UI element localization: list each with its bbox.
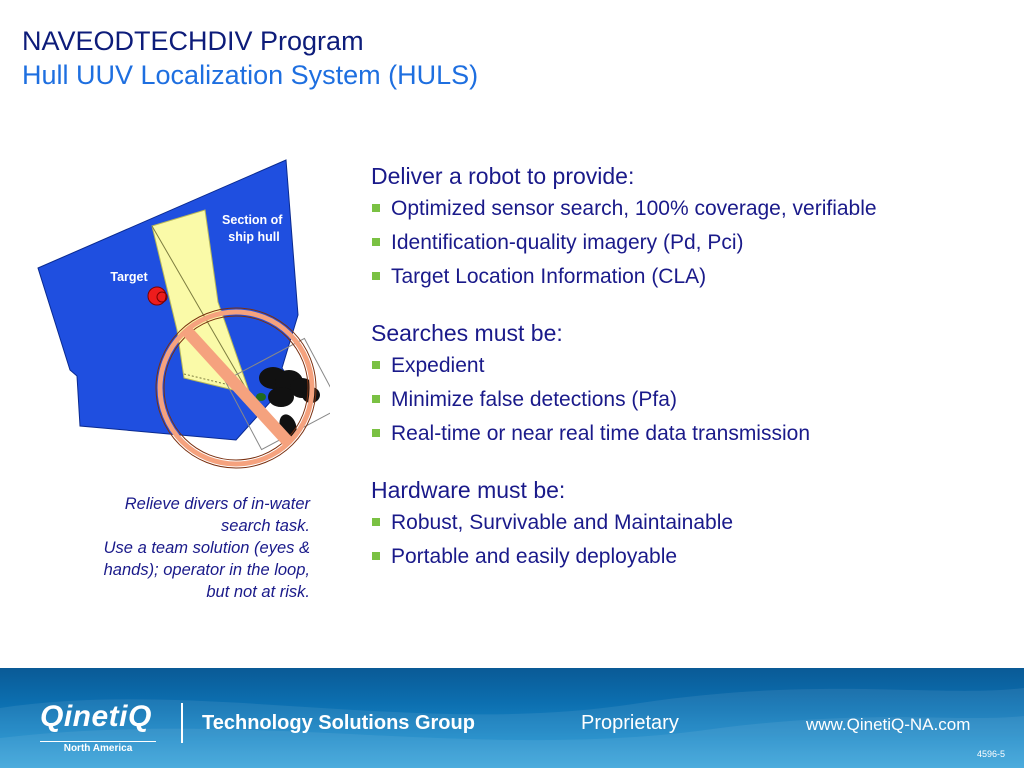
bullet-item: Optimized sensor search, 100% coverage, verifiable (371, 192, 1011, 226)
section-searches (371, 317, 1011, 451)
logo-region: North America (40, 741, 156, 754)
section-hardware (371, 474, 1011, 574)
classification-label: Proprietary (581, 712, 679, 734)
bullet-square-icon (372, 552, 380, 560)
section-heading: Hardware must be: (371, 477, 566, 503)
bullet-item: Identification-quality imagery (Pd, Pci) (371, 226, 1011, 260)
hull-search-illustration (30, 150, 330, 480)
bullet-square-icon (372, 518, 380, 526)
illustration-caption (40, 493, 310, 603)
slide-title: NAVEODTECHDIV Program (22, 26, 364, 56)
bullet-item: Target Location Information (CLA) (371, 260, 1011, 294)
website-link[interactable]: www.QinetiQ-NA.com (806, 715, 971, 734)
bullet-square-icon (372, 204, 380, 212)
bullet-item: Portable and easily deployable (371, 540, 1011, 574)
bullet-item: Real-time or near real time data transmission (371, 417, 1011, 451)
bullet-square-icon (372, 361, 380, 369)
caption-line: but not at risk. (206, 583, 310, 601)
bullet-square-icon (372, 429, 380, 437)
slide-subtitle: Hull UUV Localization System (HULS) (22, 60, 479, 90)
hull-label: Section of ship hull (222, 213, 283, 244)
group-name: Technology Solutions Group (202, 712, 475, 734)
target-label: Target (110, 270, 148, 284)
bullet-square-icon (372, 395, 380, 403)
caption-line: hands); operator in the loop, (103, 561, 310, 579)
slide-number: 4596-5 (977, 749, 1006, 759)
footer-divider (181, 703, 183, 743)
section-robot (371, 160, 1011, 294)
bullet-content (371, 160, 1011, 597)
bullet-item: Robust, Survivable and Maintainable (371, 506, 1011, 540)
qinetiq-logo: QinetiQ (40, 700, 152, 733)
section-heading: Searches must be: (371, 320, 563, 346)
caption-line: search task. (221, 517, 310, 535)
section-heading: Deliver a robot to provide: (371, 163, 635, 189)
bullet-square-icon (372, 238, 380, 246)
bullet-item: Minimize false detections (Pfa) (371, 383, 1011, 417)
bullet-square-icon (372, 272, 380, 280)
caption-line: Use a team solution (eyes & (103, 539, 310, 557)
caption-line: Relieve divers of in-water (124, 495, 310, 513)
bullet-item: Expedient (371, 349, 1011, 383)
